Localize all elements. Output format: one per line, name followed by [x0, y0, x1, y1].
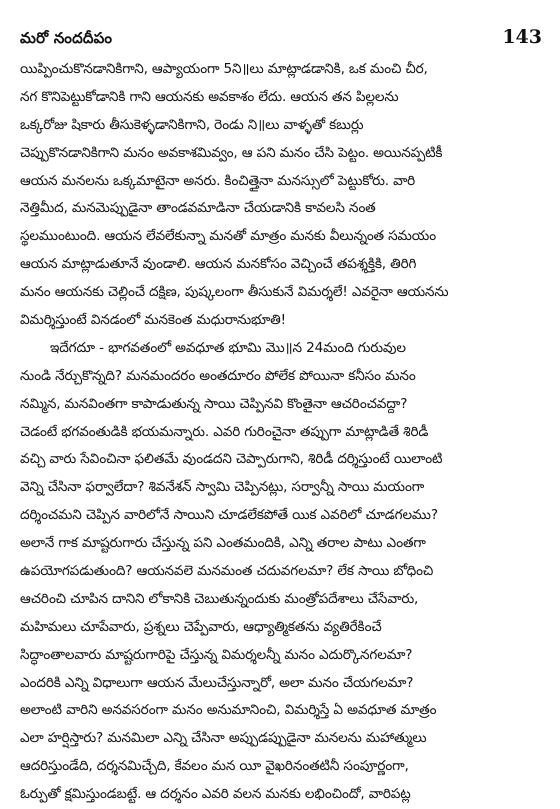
text-line: ఎందరికి ఎన్ని విధాలుగా ఆయన మేలుచేస్తున్నారో, అలా మనం చేయగలమా?	[20, 674, 414, 691]
text-line: ఇదేగదూ - భాగవతంలో అవధూత భూమి మొ॥న 24మంది గురువుల	[50, 339, 406, 356]
text-line: చెడంటే భగవంతుడికి భయమన్నారు. ఎవరి గురించైనా తప్పుగా మాట్లాడితే శిరిడీ	[20, 423, 429, 440]
running-title: మరో నందదీపం	[20, 29, 113, 47]
text-line: నుండి నేర్చుకొన్నది? మనమందరం అంతదూరం పోలేక పోయినా కనీసం మనం	[20, 367, 416, 384]
text-line: స్థలముంటుంది. ఆయన లేవలేకున్నా మనతో మాత్రం మనకు వీలున్నంత సమయం	[20, 228, 437, 245]
paragraph-1	[20, 56, 542, 335]
text-line: ఆయన మనలను ఒక్కమాటైనా అనరు. కించిత్తైనా మనస్సులో పెట్టుకోరు. వారి	[20, 172, 416, 189]
text-line: నమ్మిన, మనవింతగా కాపాడుతున్న సాయి చెప్పినవి కొంతైనా ఆచరించవద్దా?	[20, 395, 408, 412]
body-text	[20, 56, 542, 809]
text-line: అలాంటి వారిని అనవసరంగా మనం అనుమానించి, విమర్శిస్తే ఏ అవధూత మాత్రం	[20, 702, 437, 719]
text-line: ఒక్కరోజు షికారు తీసుకెళ్ళడానికిగాని, రెండు ని॥లు వాళ్ళతో కబుర్లు	[20, 116, 364, 133]
text-line: ఆయన మాట్లాడుతూనే వుండాలి. ఆయన మనకోసం వెచ్చించే తపశ్శక్తికి, తిరిగి	[20, 256, 417, 273]
text-line: మనం ఆయనకు చెల్లించే దక్షిణ, పుష్కలంగా తీసుకునే విమర్శలే! ఎవరైనా ఆయనను	[20, 284, 449, 301]
text-line: మహిమలు చూపేవారు, ప్రశ్నలు చెప్పేవారు, ఆధ్యాత్మికతను వ్యతిరేకించే	[20, 618, 382, 635]
text-line: ఆదరిస్తుండేది, దర్శనమిచ్చేది, కేవలం మన యీ వైఖరినంతటినీ సంపూర్ణంగా,	[20, 758, 409, 775]
text-line: దర్శించమని చెప్పిన వారిలోనే సాయిని చూడలేకపోతే యిక ఎవరిలో చూడగలము?	[20, 507, 438, 524]
text-line: ఓర్పుతో క్షమిస్తుండబట్టే. ఆ దర్శనం ఎవరి వలన మనకు లభించిందో, వారిపట్ల	[20, 786, 411, 803]
text-line: ఉపయోగపడుతుంది? ఆయనవలె మనమంత చదువగలమా? లేక సాయి బోధించి	[20, 563, 434, 580]
text-line: విమర్శిస్తుంటే వినడంలో మనకెంత మధురానుభూతి!	[20, 312, 286, 329]
text-line: అలానే గాక మాష్టరుగారు చేస్తున్న పని ఎంతమందికి, ఎన్ని తరాల పాటు ఎంతగా	[20, 535, 426, 552]
paragraph-2	[20, 335, 542, 809]
text-line: వచ్చి వారు సేవించినా ఫలితమే వుండదని చెప్పారుగాని, శిరిడీ దర్శిస్తుంటే యిలాంటి	[20, 451, 443, 468]
text-line: యిప్పించుకొనడానికిగాని, ఆప్యాయంగా 5ని॥లు మాట్లాడడానికి, ఒక మంచి చీర,	[20, 61, 428, 77]
page-number: 143	[502, 26, 542, 48]
text-line: ఆచరించి చూపిన దానిని లోకానికి చెబుతున్నందుకు మంత్రోపదేశాలు చేసేవారు,	[20, 590, 419, 607]
text-line: సిద్ధాంతాలవారు మాష్టరుగారిపై చేస్తున్న విమర్శలన్నీ మనం ఎదుర్కొనగలమా?	[20, 646, 413, 663]
running-header	[20, 26, 542, 52]
text-line: నగ కొనిపెట్టుకోడానికి గాని ఆయనకు అవకాశం లేదు. ఆయన తన పిల్లలను	[20, 88, 399, 105]
text-line: చెప్పుకొనడానికిగాని మనం అవకాశమివ్వం, ఆ పని మనం చేసి పెట్టం. అయినప్పటికీ	[20, 144, 443, 161]
text-line: నెత్తిమీద, మనమెప్పుడైనా తాండవమాడినా చేయడానికి కావలసి నంత	[20, 200, 376, 217]
text-line: వెన్ని చేసినా ఫర్వాలేదా? శివనేశన్ స్వామి చెప్పినట్లు, సర్వాన్నీ సాయి మయంగా	[20, 479, 425, 496]
text-line: ఎలా హర్షిస్తారు? మనమిలా ఎన్ని చేసినా అప్పుడప్పుడైనా మనలను మహాత్ములు	[20, 730, 427, 747]
